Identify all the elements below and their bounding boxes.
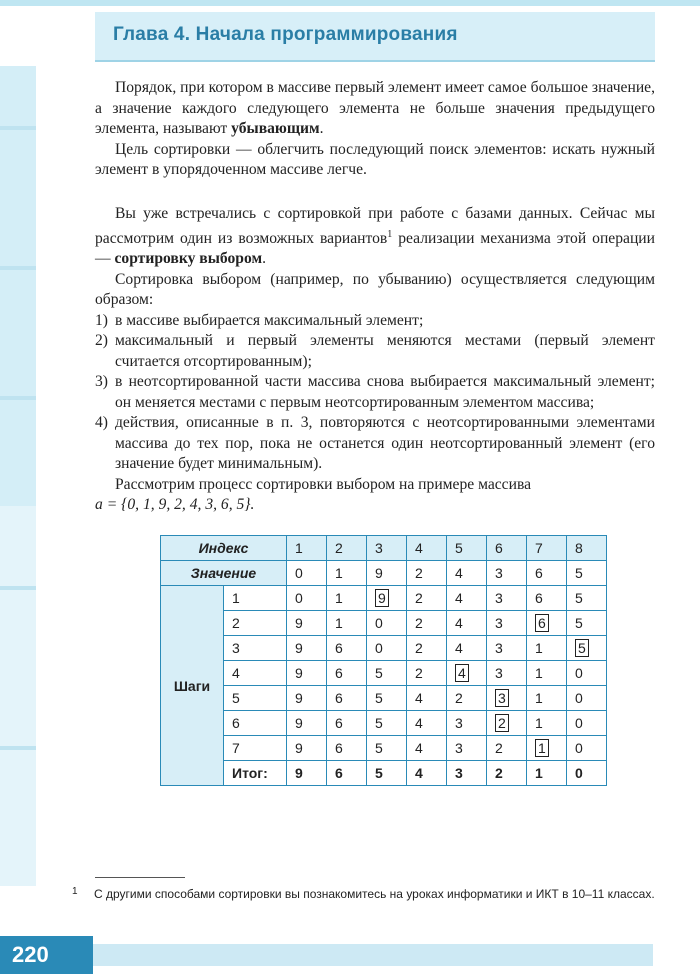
value-label: Значение: [161, 561, 287, 586]
list-number: 2): [95, 332, 108, 350]
table-cell: [527, 611, 567, 636]
list-number: 1): [95, 311, 108, 329]
table-cell: [487, 711, 527, 736]
table-row: [161, 686, 607, 711]
left-band-tick: [0, 586, 36, 590]
p5-text: Рассмотрим процесс сортировки выбором на примере массива: [115, 475, 532, 493]
table-cell: 1: [527, 661, 567, 686]
total-cell: 6: [327, 761, 367, 786]
total-label: Итог:: [224, 761, 287, 786]
index-cell: 2: [327, 536, 367, 561]
index-cell: 3: [367, 536, 407, 561]
table-row: [161, 586, 607, 611]
table-cell: 6: [327, 711, 367, 736]
max-element-box: 2: [495, 714, 509, 732]
table-cell: 3: [487, 636, 527, 661]
table-cell: 0: [567, 711, 607, 736]
footnote-text: С другими способами сортировки вы познакомитесь на уроках информатики и ИКТ в 10–11 классах.: [94, 887, 655, 901]
list-item: [95, 413, 655, 475]
step-number: 4: [224, 661, 287, 686]
page-number-badge: [0, 936, 93, 974]
table-cell: [527, 736, 567, 761]
list-text: максимальный и первый элементы меняются местами (первый элемент считается отсортированным);: [115, 332, 655, 370]
step-number: 2: [224, 611, 287, 636]
table-row: [161, 611, 607, 636]
list-text: в массиве выбирается максимальный элемент;: [115, 311, 424, 329]
table-cell: 3: [487, 611, 527, 636]
table-cell: 4: [407, 736, 447, 761]
total-cell: 5: [367, 761, 407, 786]
max-element-box: 3: [495, 689, 509, 707]
index-cell: 1: [287, 536, 327, 561]
page-number: 220: [12, 942, 49, 967]
list-text: действия, описанные в п. 3, повторяются с неотсортированными элементами массива до тех пор, пока не останется один неотсортированный элемент (его значение будет минимальным).: [115, 414, 655, 473]
index-cell: 8: [567, 536, 607, 561]
selection-sort-table: [160, 535, 607, 786]
table-cell: 9: [287, 736, 327, 761]
list-number: 4): [95, 414, 108, 432]
left-band-upper: [0, 66, 36, 506]
step-number: 3: [224, 636, 287, 661]
table-cell: 6: [327, 661, 367, 686]
text-block-1: [95, 78, 655, 181]
table-cell: 9: [287, 611, 327, 636]
table-cell: 9: [287, 636, 327, 661]
table-cell: 4: [407, 711, 447, 736]
table-cell: 4: [447, 586, 487, 611]
table-cell: 2: [407, 661, 447, 686]
index-cell: 4: [407, 536, 447, 561]
footnote-mark: 1: [72, 886, 78, 897]
max-element-box: 5: [575, 639, 589, 657]
footnote-ref: 1: [387, 228, 393, 240]
chapter-header: [95, 12, 655, 62]
step-number: 6: [224, 711, 287, 736]
table-row: [161, 636, 607, 661]
footnote-divider: [95, 877, 185, 878]
value-cell: 4: [447, 561, 487, 586]
table-cell: 6: [327, 736, 367, 761]
step-number: 5: [224, 686, 287, 711]
table-cell: [367, 586, 407, 611]
table-cell: 0: [567, 661, 607, 686]
table-cell: 1: [527, 686, 567, 711]
value-cell: 9: [367, 561, 407, 586]
left-band-tick: [0, 746, 36, 750]
index-cell: 5: [447, 536, 487, 561]
max-element-box: 1: [535, 739, 549, 757]
table-cell: 4: [447, 611, 487, 636]
p1-text: Порядок, при котором в массиве первый элемент имеет самое большое значение, а значение каждого следующего элемента не больше значения предыдущего элемента, называют: [95, 79, 655, 137]
table-cell: 4: [407, 686, 447, 711]
paragraph-intro-selection: [95, 204, 655, 270]
table-row: [161, 661, 607, 686]
table-cell: 9: [287, 661, 327, 686]
table-cell: 4: [447, 636, 487, 661]
left-band-tick: [0, 396, 36, 400]
table-cell: 0: [287, 586, 327, 611]
example-array: a = {0, 1, 9, 2, 4, 3, 6, 5}.: [95, 496, 255, 514]
left-decor-band: [0, 66, 36, 886]
table-cell: 0: [367, 636, 407, 661]
table-cell: 0: [567, 686, 607, 711]
table-row-value: [161, 561, 607, 586]
table-cell: 6: [527, 586, 567, 611]
table-cell: [447, 661, 487, 686]
table-cell: 3: [487, 586, 527, 611]
table-cell: 3: [447, 711, 487, 736]
left-band-lower: [0, 506, 36, 886]
table-cell: 1: [327, 611, 367, 636]
max-element-box: 6: [535, 614, 549, 632]
table-row: [161, 711, 607, 736]
table-cell: 0: [567, 736, 607, 761]
table-cell: 5: [367, 711, 407, 736]
table-cell: 9: [287, 686, 327, 711]
table-row-total: [161, 761, 607, 786]
paragraph-order-definition: [95, 78, 655, 140]
total-cell: 1: [527, 761, 567, 786]
step-number: 7: [224, 736, 287, 761]
list-number: 3): [95, 373, 108, 391]
left-band-tick: [0, 266, 36, 270]
total-cell: 9: [287, 761, 327, 786]
table-cell: [567, 636, 607, 661]
p1-end: .: [319, 120, 324, 137]
value-cell: 1: [327, 561, 367, 586]
top-decor-strip: [0, 0, 700, 6]
value-cell: 0: [287, 561, 327, 586]
paragraph-algorithm-intro: Сортировка выбором (например, по убыванию) осуществляется следующим образом:: [95, 270, 655, 309]
list-item: [95, 372, 655, 413]
index-cell: 6: [487, 536, 527, 561]
table-cell: 1: [527, 636, 567, 661]
chapter-title: Глава 4. Начала программирования: [113, 24, 458, 45]
index-label: Индекс: [161, 536, 287, 561]
table-cell: 2: [407, 611, 447, 636]
total-cell: 3: [447, 761, 487, 786]
max-element-box: 9: [375, 589, 389, 607]
value-cell: 2: [407, 561, 447, 586]
table-cell: 2: [487, 736, 527, 761]
table-cell: 5: [367, 686, 407, 711]
table-cell: 5: [567, 586, 607, 611]
steps-label: Шаги: [161, 586, 224, 786]
list-text: в неотсортированной части массива снова выбирается максимальный элемент; он меняется местами с первым неотсортированным элементом массива;: [115, 373, 655, 411]
p3-text-cont: реализации механизма этой операции —: [95, 229, 655, 268]
value-cell: 5: [567, 561, 607, 586]
total-cell: 2: [487, 761, 527, 786]
table-cell: 3: [447, 736, 487, 761]
table-row-index: [161, 536, 607, 561]
table-cell: 9: [287, 711, 327, 736]
bottom-decor-strip: [93, 944, 653, 966]
algorithm-steps-list: [95, 311, 655, 475]
table-cell: 1: [527, 711, 567, 736]
table-cell: 0: [367, 611, 407, 636]
footnote: [72, 886, 657, 902]
table-cell: 3: [487, 661, 527, 686]
term-descending: убывающим: [231, 120, 320, 137]
table-cell: 2: [407, 586, 447, 611]
paragraph-example: [95, 475, 655, 516]
table-cell: 5: [367, 661, 407, 686]
text-block-2: [95, 204, 655, 516]
table-cell: 6: [327, 636, 367, 661]
index-cell: 7: [527, 536, 567, 561]
table-cell: 2: [407, 636, 447, 661]
p3-text: Вы уже встречались с сортировкой при работе с базами данных. Сейчас мы рассмотрим один из возможных вариантов: [95, 205, 655, 247]
value-cell: 6: [527, 561, 567, 586]
table-cell: 5: [367, 736, 407, 761]
table-row: [161, 736, 607, 761]
table-cell: [487, 686, 527, 711]
list-item: [95, 331, 655, 372]
total-cell: 4: [407, 761, 447, 786]
table-cell: 5: [567, 611, 607, 636]
max-element-box: 4: [455, 664, 469, 682]
table-cell: 1: [327, 586, 367, 611]
left-band-tick: [0, 126, 36, 130]
list-item: [95, 311, 655, 332]
paragraph-sort-goal: Цель сортировки — облегчить последующий поиск элементов: искать нужный элемент в упорядоченном массиве легче.: [95, 140, 655, 178]
p3-end: .: [262, 250, 266, 268]
step-number: 1: [224, 586, 287, 611]
term-selection-sort: сортировку выбором: [114, 250, 263, 268]
table-cell: 2: [447, 686, 487, 711]
total-cell: 0: [567, 761, 607, 786]
value-cell: 3: [487, 561, 527, 586]
table-cell: 6: [327, 686, 367, 711]
